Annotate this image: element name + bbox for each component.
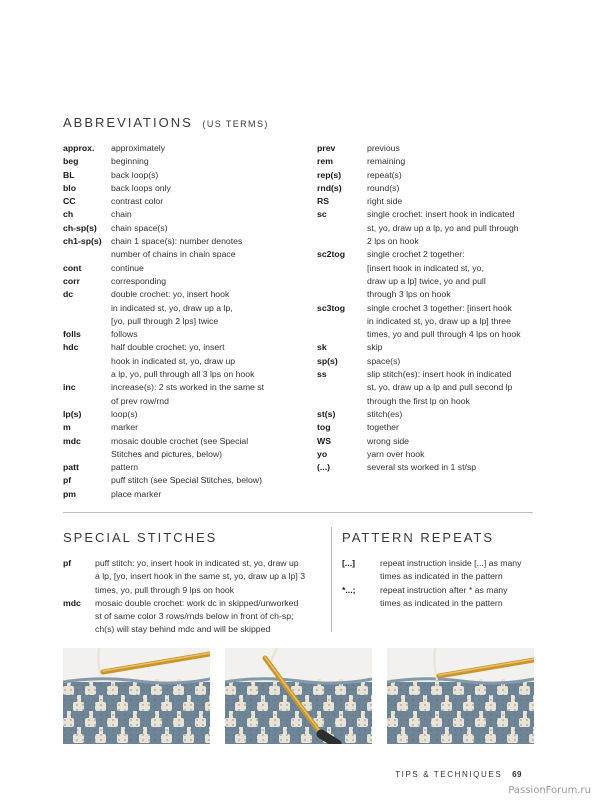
definition-line: several sts worked in 1 st/sp	[367, 462, 477, 473]
abbreviation-row	[63, 275, 289, 288]
definition-line: yarn over hook	[367, 448, 425, 459]
term: hdc	[63, 342, 79, 353]
term: pf	[63, 475, 72, 486]
abbreviation-row	[63, 328, 289, 341]
definition	[367, 341, 537, 354]
abbreviation-row	[317, 195, 537, 208]
definition	[111, 474, 289, 487]
definition-line: [yo, pull through 2 lps] twice	[111, 315, 219, 326]
definition	[111, 155, 289, 168]
term: lp(s)	[63, 408, 82, 419]
definition-line: single crochet 2 together:	[367, 249, 465, 260]
definition-line: times, yo, pull through 9 lps on hook	[95, 584, 235, 595]
abbreviation-row	[317, 155, 537, 168]
term: *...;	[342, 584, 356, 595]
abbreviation-row	[63, 235, 289, 262]
definition-line: loop(s)	[111, 408, 138, 419]
definition-line: st, yo, draw up a lp and pull second lp	[367, 382, 513, 393]
watermark: PassionForum.ru	[508, 785, 591, 796]
definition-line: in indicated st, yo, draw up a lp,	[111, 302, 233, 313]
definition	[111, 408, 289, 421]
abbreviation-row	[63, 474, 289, 487]
special-stitch-row	[63, 557, 318, 597]
page-footer	[395, 770, 522, 779]
definition	[111, 275, 289, 288]
term: RS	[317, 196, 330, 207]
abbreviation-row	[317, 248, 537, 301]
pattern-repeat-row	[342, 584, 534, 611]
section-divider	[63, 512, 533, 513]
abbreviation-row	[63, 288, 289, 328]
definition-line: chain	[111, 209, 132, 220]
definition-line: contrast color	[111, 196, 164, 207]
definition-line: double crochet: yo, insert hook	[111, 289, 230, 300]
abbreviation-row	[63, 262, 289, 275]
definition-line: repeat instruction after * as many	[380, 584, 508, 595]
definition-line: beginning	[111, 156, 149, 167]
special-stitches-title: SPECIAL STITCHES	[63, 530, 218, 545]
definition-line: hook in indicated st, yo, draw up	[111, 355, 236, 366]
definition	[367, 208, 537, 248]
term: sc3tog	[317, 302, 346, 313]
definition-line: continue	[111, 262, 144, 273]
definition-line: in indicated st, yo, draw up a lp] three	[367, 315, 511, 326]
definition-line: half double crochet: yo, insert	[111, 342, 225, 353]
definition-line: back loop(s)	[111, 169, 159, 180]
definition-line: times as indicated in the pattern	[380, 571, 503, 582]
definition	[111, 222, 289, 235]
definition	[367, 155, 537, 168]
definition-line: chain 1 space(s): number denotes	[111, 236, 243, 247]
term: tog	[317, 422, 331, 433]
term: cont	[63, 262, 82, 273]
definition-line: remaining	[367, 156, 406, 167]
definition-line: back loops only	[111, 182, 171, 193]
definition	[111, 195, 289, 208]
definition	[111, 262, 289, 275]
definition	[111, 341, 289, 381]
term: pf	[63, 558, 72, 568]
definition	[111, 208, 289, 221]
abbreviation-row	[317, 182, 537, 195]
abbreviations-title: ABBREVIATIONS	[63, 115, 193, 130]
definition	[111, 461, 289, 474]
definition-line: times, yo and pull through 4 lps on hook	[367, 329, 521, 340]
crochet-photo-graphic	[387, 648, 534, 744]
term: [...]	[342, 558, 356, 568]
term: sk	[317, 342, 327, 353]
definition-line: of prev row/rnd	[111, 395, 169, 406]
definition	[367, 302, 537, 342]
term: st(s)	[317, 408, 336, 419]
definition	[111, 421, 289, 434]
definition	[111, 182, 289, 195]
definition-line: wrong side	[367, 435, 410, 446]
definition-line: place marker	[111, 488, 162, 499]
definition-line: single crochet: insert hook in indicated	[367, 209, 515, 220]
definition-line: corresponding	[111, 275, 167, 286]
definition-line: follows	[111, 329, 138, 340]
definition	[367, 248, 537, 301]
term: mdc	[63, 435, 81, 446]
definition	[111, 328, 289, 341]
crochet-photo-2	[225, 648, 372, 744]
pattern-repeats-title: PATTERN REPEATS	[342, 530, 495, 545]
special-stitches-list	[63, 557, 318, 637]
definition	[367, 182, 537, 195]
pattern-repeat-row	[342, 557, 534, 584]
definition	[367, 435, 537, 448]
term: beg	[63, 156, 79, 167]
abbreviation-row	[317, 368, 537, 408]
term: patt	[63, 462, 79, 473]
term: CC	[63, 196, 76, 207]
abbreviation-row	[317, 355, 537, 368]
term: yo	[317, 448, 328, 459]
abbreviation-row	[63, 142, 289, 155]
definition-line: draw up a lp] twice, yo and pull	[367, 275, 486, 286]
abbreviation-row	[63, 408, 289, 421]
pattern-repeats-list	[342, 557, 534, 610]
abbreviations-heading	[63, 115, 269, 130]
abbreviation-row	[63, 488, 289, 501]
abbreviation-row	[317, 461, 537, 474]
crochet-photo-3	[387, 648, 534, 744]
definition	[111, 169, 289, 182]
definition-line: single crochet 3 together: [insert hook	[367, 302, 512, 313]
abbreviation-row	[63, 421, 289, 434]
term: sp(s)	[317, 355, 338, 366]
abbreviation-row	[63, 208, 289, 221]
definition	[111, 435, 289, 462]
special-stitch-row	[63, 597, 318, 637]
abbreviation-row	[63, 381, 289, 408]
definition	[367, 142, 537, 155]
term: WS	[317, 435, 331, 446]
definition-line: number of chains in chain space	[111, 249, 236, 260]
definition-line: stitch(es)	[367, 408, 403, 419]
term: inc	[63, 382, 76, 393]
term: ch	[63, 209, 74, 220]
definition-line: puff stitch: yo, insert hook in indicated st, yo, draw up	[95, 558, 299, 568]
term: rep(s)	[317, 169, 342, 180]
definition	[367, 408, 537, 421]
term: ss	[317, 369, 327, 380]
term: rem	[317, 156, 333, 167]
definition-line: space(s)	[367, 355, 401, 366]
abbreviation-row	[63, 222, 289, 235]
definition	[367, 169, 537, 182]
term: sc	[317, 209, 327, 220]
term: m	[63, 422, 71, 433]
definition	[111, 488, 289, 501]
abbreviations-right-column	[317, 142, 537, 474]
definition-line: a lp, yo, pull through all 3 lps on hook	[111, 369, 255, 380]
definition-line: through 3 lps on hook	[367, 289, 451, 300]
definition	[380, 557, 534, 584]
definition-line: skip	[367, 342, 383, 353]
definition	[95, 557, 318, 597]
definition-line: repeat(s)	[367, 169, 402, 180]
page-number: 69	[512, 770, 522, 779]
definition-line: round(s)	[367, 182, 400, 193]
definition	[367, 195, 537, 208]
abbreviation-row	[63, 461, 289, 474]
definition-line: a lp, [yo, insert hook in the same st, yo, draw up a lp] 3	[95, 571, 306, 582]
column-divider	[331, 527, 332, 632]
definition	[95, 597, 318, 637]
definition-line: puff stitch (see Special Stitches, below)	[111, 475, 262, 486]
definition-line: pattern	[111, 462, 139, 473]
definition-line: right side	[367, 196, 403, 207]
definition-line: mosaic double crochet: work dc in skipped/unworked	[95, 597, 299, 608]
definition-line: increase(s): 2 sts worked in the same st	[111, 382, 265, 393]
abbreviation-row	[317, 421, 537, 434]
definition-line: previous	[367, 143, 400, 153]
definition	[111, 235, 289, 262]
abbreviation-row	[317, 169, 537, 182]
abbreviations-subtitle: (US TERMS)	[202, 119, 269, 129]
definition-line: slip stitch(es): insert hook in indicated	[367, 369, 512, 380]
abbreviation-row	[317, 341, 537, 354]
definition	[380, 584, 534, 611]
term: (...)	[317, 462, 331, 473]
term: ch-sp(s)	[63, 222, 97, 233]
term: approx.	[63, 143, 95, 153]
abbreviations-left-column	[63, 142, 289, 501]
definition-line: Stitches and pictures, below)	[111, 448, 223, 459]
definition-line: marker	[111, 422, 139, 433]
footer-section: TIPS & TECHNIQUES	[395, 770, 503, 779]
definition-line: times as indicated in the pattern	[380, 597, 503, 608]
term: sc2tog	[317, 249, 346, 260]
definition-line: ch(s) will stay behind mdc and will be skipped	[95, 624, 271, 635]
definition-line: chain space(s)	[111, 222, 168, 233]
term: mdc	[63, 597, 81, 608]
definition	[367, 355, 537, 368]
abbreviation-row	[317, 208, 537, 248]
definition	[367, 421, 537, 434]
definition-line: mosaic double crochet (see Special	[111, 435, 249, 446]
abbreviation-row	[317, 142, 537, 155]
abbreviation-row	[63, 169, 289, 182]
abbreviation-row	[63, 182, 289, 195]
definition-line: approximately	[111, 143, 166, 153]
definition-line: repeat instruction inside [...] as many	[380, 558, 522, 568]
term: corr	[63, 275, 80, 286]
term: prev	[317, 143, 336, 153]
definition	[111, 142, 289, 155]
definition-line: through the first lp on hook	[367, 395, 470, 406]
term: ch1-sp(s)	[63, 236, 102, 247]
definition-line: st, yo, draw up a lp, yo and pull through	[367, 222, 519, 233]
term: dc	[63, 289, 74, 300]
abbreviation-row	[317, 408, 537, 421]
definition	[111, 288, 289, 328]
crochet-photo-graphic	[63, 648, 210, 744]
definition	[111, 381, 289, 408]
term: pm	[63, 488, 77, 499]
abbreviation-row	[317, 448, 537, 461]
definition-line: together	[367, 422, 399, 433]
definition	[367, 461, 537, 474]
definition	[367, 368, 537, 408]
abbreviation-row	[317, 435, 537, 448]
abbreviation-row	[63, 435, 289, 462]
term: rnd(s)	[317, 182, 342, 193]
abbreviation-row	[317, 302, 537, 342]
definition-line: 2 lps on hook	[367, 236, 419, 247]
definition-line: [insert hook in indicated st, yo,	[367, 262, 484, 273]
crochet-photo-graphic	[225, 648, 372, 744]
term: blo	[63, 182, 77, 193]
abbreviation-row	[63, 155, 289, 168]
term: folls	[63, 329, 81, 340]
definition-line: st of same color 3 rows/rnds below in front of ch-sp;	[95, 611, 294, 622]
definition	[367, 448, 537, 461]
term: BL	[63, 169, 75, 180]
abbreviation-row	[63, 195, 289, 208]
abbreviation-row	[63, 341, 289, 381]
crochet-photo-1	[63, 648, 210, 744]
